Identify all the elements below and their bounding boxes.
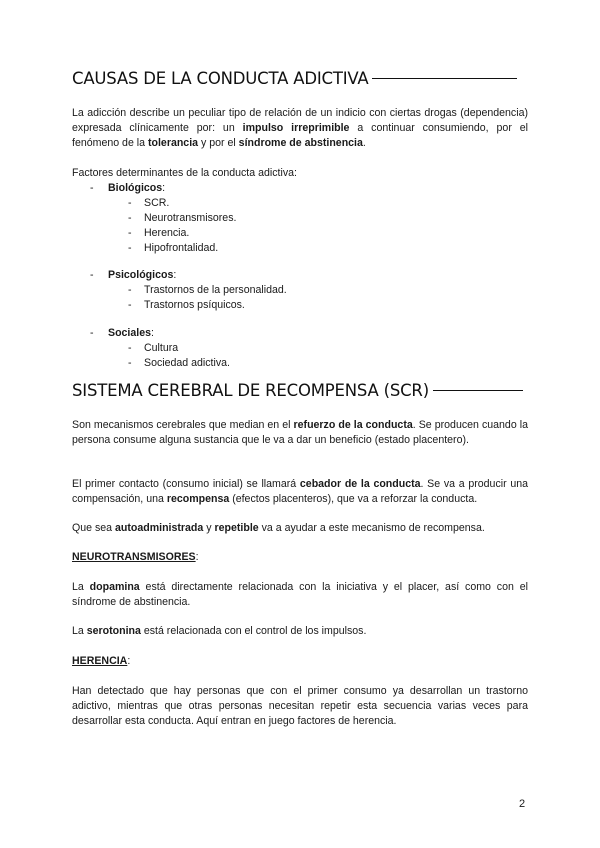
herencia-paragraph: Han detectado que hay personas que con el primer consumo ya desarrollan un trastorno adictivo, mientras que otras personas necesitan repetir esta secuencia varias veces para desarrollar esta conducta. Aquí entran en juego factores de herencia. [72, 685, 528, 727]
title-rule [433, 390, 523, 392]
group-list-sociales [90, 326, 154, 341]
page-number: 2 [519, 798, 526, 810]
items-biologicos [128, 196, 236, 256]
scr-paragraph-1: Son mecanismos cerebrales que median en el refuerzo de la conducta. Se producen cuando la persona consume alguna sustancia que le va a dar un beneficio (estado placentero). [72, 419, 528, 446]
items-psicologicos [128, 283, 287, 313]
list-item: - Neurotransmisores. [128, 211, 236, 226]
list-item: - SCR. [128, 196, 236, 211]
list-item: - Trastornos de la personalidad. [128, 283, 287, 298]
factors-label: Factores determinantes de la conducta adictiva: [72, 167, 297, 179]
group-list-biologicos [90, 181, 165, 196]
list-item: - Sociedad adictiva. [128, 356, 230, 371]
list-item: - Herencia. [128, 226, 236, 241]
group-list-psicologicos [90, 268, 176, 283]
section-title-scr: SISTEMA CEREBRAL DE RECOMPENSA (SCR) [72, 381, 523, 400]
list-item: - Trastornos psíquicos. [128, 298, 287, 313]
group-sociales: - Sociales: [90, 326, 154, 341]
scr-paragraph-3: Que sea autoadministrada y repetible va a ayudar a este mecanismo de recompensa. [72, 522, 485, 534]
herencia-heading: HERENCIA: [72, 655, 131, 667]
serotonina-paragraph: La serotonina está relacionada con el control de los impulsos. [72, 625, 367, 637]
scr-paragraph-2: El primer contacto (consumo inicial) se llamará cebador de la conducta. Se va a producir una compensación, una recompensa (efectos placenteros), que va a reforzar la conducta. [72, 478, 529, 505]
list-item: - Hipofrontalidad. [128, 241, 236, 256]
dopamina-paragraph: La dopamina está directamente relacionada con la iniciativa y el placer, así como con el síndrome de abstinencia. [72, 581, 528, 608]
items-sociales [128, 341, 230, 371]
list-item: - Cultura [128, 341, 230, 356]
group-psicologicos: - Psicológicos: [90, 268, 176, 283]
section-title-causas: CAUSAS DE LA CONDUCTA ADICTIVA [72, 69, 517, 88]
intro-paragraph: La adicción describe un peculiar tipo de relación de un indicio con ciertas drogas (dependencia) expresada clínicamente por: un impulso irreprimible a continuar consumiendo, por el fenómeno de la tolerancia y por el síndrome de abstinencia. [72, 107, 528, 149]
neurotransmisores-heading: NEUROTRANSMISORES: [72, 551, 199, 563]
group-biologicos: - Biológicos: [90, 181, 165, 196]
title-rule [372, 78, 517, 80]
